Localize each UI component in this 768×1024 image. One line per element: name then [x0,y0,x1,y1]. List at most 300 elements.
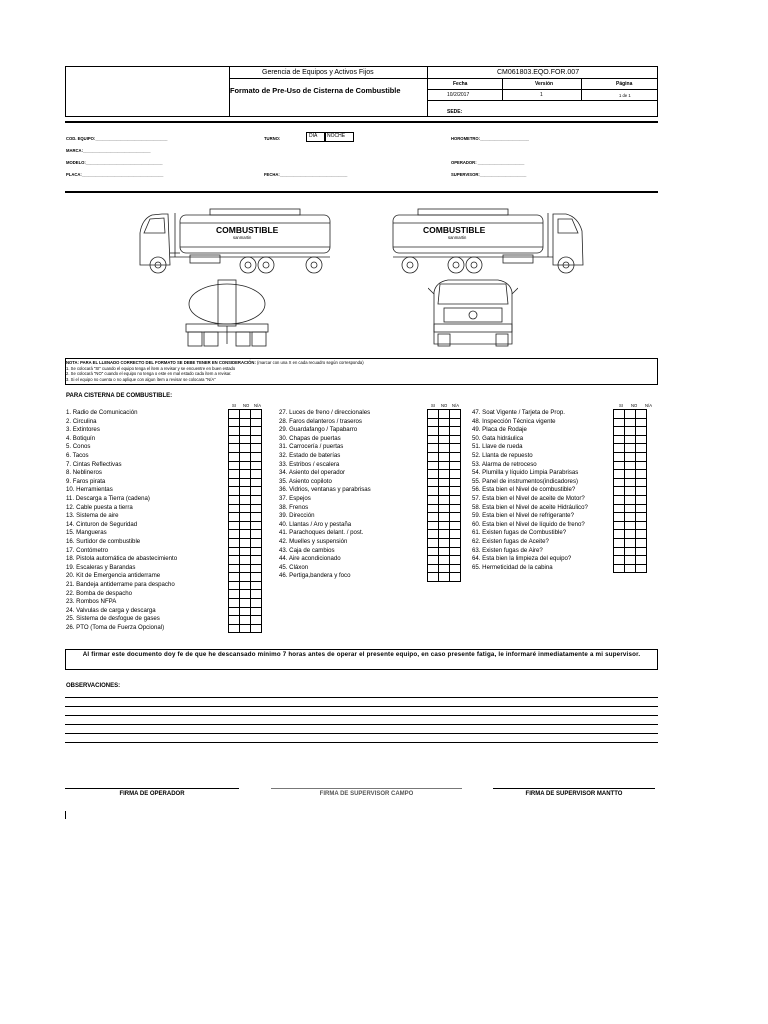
checkbox-si[interactable] [229,590,240,599]
checkbox-si[interactable] [614,521,625,530]
checkbox-no[interactable] [625,418,636,427]
placa-field[interactable]: PLACA:___________________________________ [66,172,164,177]
checkbox-row [614,538,647,547]
checkbox-na[interactable] [251,530,262,539]
checklist-item-label: 35. Asiento copiloto [279,477,332,485]
checkbox-no[interactable] [240,461,251,470]
checkbox-na[interactable] [636,487,647,496]
checkbox-row [614,513,647,522]
supervisor-field[interactable]: SUPERVISOR:____________________ [451,172,527,177]
checkbox-no[interactable] [625,556,636,565]
checkbox-row [428,418,461,427]
checkbox-si[interactable] [229,581,240,590]
checkbox-na[interactable] [450,410,461,419]
checkbox-na[interactable] [636,478,647,487]
checkbox-row [614,461,647,470]
checklist-item-label: 20. Kit de Emergencia antiderrame [66,572,161,580]
checkbox-si[interactable] [229,478,240,487]
checkbox-no[interactable] [240,470,251,479]
checkbox-row [614,521,647,530]
checkbox-no[interactable] [625,452,636,461]
checkbox-si[interactable] [614,452,625,461]
checkbox-na[interactable] [251,556,262,565]
checkbox-row [229,470,262,479]
checkbox-si[interactable] [614,435,625,444]
checkbox-no[interactable] [240,530,251,539]
checkbox-na[interactable] [251,452,262,461]
checkbox-row [229,418,262,427]
checkbox-na[interactable] [251,418,262,427]
checkbox-row [229,495,262,504]
checkbox-no[interactable] [625,487,636,496]
checkbox-si[interactable] [229,504,240,513]
checkbox-si[interactable] [428,478,439,487]
checkbox-si[interactable] [229,470,240,479]
checklist-item-label: 14. Cinturon de Seguridad [66,520,138,528]
checkbox-row [229,452,262,461]
checkbox-na[interactable] [251,470,262,479]
checkbox-na[interactable] [636,530,647,539]
checkbox-na[interactable] [636,504,647,513]
signature-line-operador[interactable] [65,788,239,789]
checkbox-si[interactable] [428,530,439,539]
checkbox-na[interactable] [450,470,461,479]
checkbox-no[interactable] [625,470,636,479]
checkbox-si[interactable] [428,418,439,427]
checklist-item-label: 4. Botiquín [66,434,96,442]
checkbox-no[interactable] [625,435,636,444]
checkbox-no[interactable] [439,530,450,539]
checkbox-si[interactable] [229,607,240,616]
checkbox-si[interactable] [229,427,240,436]
checkbox-si[interactable] [428,538,439,547]
obs-line-6[interactable] [65,742,658,743]
checklist-item-label: 3. Extintores [66,426,100,434]
checkbox-si[interactable] [229,564,240,573]
signature-operador-label: FIRMA DE OPERADOR [119,791,185,797]
checkbox-no[interactable] [240,599,251,608]
checkbox-na[interactable] [251,599,262,608]
checkbox-si[interactable] [428,444,439,453]
checkbox-no[interactable] [625,427,636,436]
checkbox-na[interactable] [636,444,647,453]
checkbox-no[interactable] [625,538,636,547]
checkbox-na[interactable] [450,495,461,504]
checkbox-no[interactable] [625,461,636,470]
checkbox-na[interactable] [450,530,461,539]
checkbox-row [229,504,262,513]
checklist-item-label: 40. Llantas / Aro y pestaña [279,520,352,528]
checkbox-si[interactable] [614,470,625,479]
checkbox-na[interactable] [450,444,461,453]
checkbox-no[interactable] [240,418,251,427]
checkbox-na[interactable] [251,444,262,453]
checkbox-no[interactable] [240,521,251,530]
checkbox-row [229,607,262,616]
checkbox-si[interactable] [229,599,240,608]
checklist-item-label: 22. Bomba de despacho [66,589,133,597]
checkbox-na[interactable] [251,521,262,530]
checkbox-no[interactable] [240,547,251,556]
checkbox-no[interactable] [625,410,636,419]
checkbox-na[interactable] [251,616,262,625]
checkbox-na[interactable] [251,607,262,616]
department-name: Gerencia de Equipos y Activos Fijos [262,69,374,76]
checkbox-na[interactable] [450,547,461,556]
checklist-item-label: 7. Cintas Reflectivas [66,460,122,468]
fecha-field[interactable]: FECHA:_____________________________ [264,172,348,177]
marca-field[interactable]: MARCA:_____________________________ [66,148,151,153]
operador-field[interactable]: OPERADOR: ____________________ [451,160,525,165]
checkbox-na[interactable] [251,590,262,599]
checklist-item-label: 53. Alarma de retroceso [472,460,537,468]
obs-line-2[interactable] [65,706,658,707]
checkbox-na[interactable] [450,418,461,427]
checkbox-na[interactable] [450,435,461,444]
checkbox-na[interactable] [251,495,262,504]
checkbox-row [614,435,647,444]
checklist-item-label: 55. Panel de instrumentos(indicadores) [472,477,579,485]
checklist-item-label: 30. Chapas de puertas [279,434,341,442]
checkbox-na[interactable] [450,427,461,436]
checkbox-na[interactable] [251,461,262,470]
checkbox-na[interactable] [450,538,461,547]
checkbox-grid [228,409,262,633]
checkbox-row [614,470,647,479]
checkbox-na[interactable] [636,521,647,530]
checkbox-no[interactable] [439,495,450,504]
checkbox-row [428,513,461,522]
checkbox-no[interactable] [625,444,636,453]
checklist-item-label: 47. Soat Vigente / Tarjeta de Prop. [472,409,565,416]
checklist-item-label: 28. Faros delanteros / traseros [279,417,362,425]
checkbox-no[interactable] [240,564,251,573]
checklist-item-label: 46. Pertiga,bandera y foco [279,572,351,580]
checkbox-si[interactable] [428,427,439,436]
checklist-item-label: 50. Gata hidráulica [472,434,524,442]
checkbox-si[interactable] [428,410,439,419]
checkbox-no[interactable] [240,590,251,599]
obs-line-4[interactable] [65,724,658,725]
note-line-4: 3. Si el equipo no cuenta o no aplique con algun ítem a revisar se colocara "N/A" [66,376,216,382]
checkbox-row [614,530,647,539]
checkbox-no[interactable] [240,616,251,625]
checkbox-na[interactable] [636,461,647,470]
checkbox-na[interactable] [450,504,461,513]
checkbox-no[interactable] [439,444,450,453]
checkbox-na[interactable] [251,513,262,522]
grid1-na: N/A [254,403,261,408]
checkbox-row [428,452,461,461]
checkbox-na[interactable] [251,487,262,496]
checkbox-si[interactable] [229,410,240,419]
signature-supervisor-mantto-label: FIRMA DE SUPERVISOR MANTTO [525,791,623,797]
checklist-item-label: 1. Radio de Comunicación [66,409,138,416]
checkbox-na[interactable] [251,538,262,547]
checkbox-si[interactable] [614,556,625,565]
checkbox-na[interactable] [636,547,647,556]
modelo-field[interactable]: MODELO:_________________________________ [66,160,163,165]
checkbox-si[interactable] [229,461,240,470]
horometro-field[interactable]: HOROMETRO:_____________________ [451,136,529,141]
checkbox-no[interactable] [240,487,251,496]
checkbox-si[interactable] [229,616,240,625]
checkbox-si[interactable] [229,418,240,427]
checkbox-na[interactable] [636,435,647,444]
checkbox-na[interactable] [251,573,262,582]
checkbox-na[interactable] [251,581,262,590]
checkbox-row [614,452,647,461]
checkbox-na[interactable] [450,556,461,565]
truck-side-left-drawing [130,205,335,275]
checkbox-si[interactable] [428,495,439,504]
checkbox-no[interactable] [240,513,251,522]
checkbox-si[interactable] [614,513,625,522]
truck-left-sublabel: sanmartin [233,235,252,240]
cod-equipo-field[interactable]: COD. EQUIPO:_______________________________ [66,136,168,141]
checkbox-no[interactable] [625,495,636,504]
dia-label: DÍA [309,133,318,139]
checkbox-na[interactable] [450,452,461,461]
obs-line-1[interactable] [65,697,658,698]
checklist-item-label: 2. Circulina [66,417,97,425]
checkbox-si[interactable] [428,487,439,496]
text-cursor-mark [65,811,66,819]
note-line-1-rest: (marcar con una X en cada recuadro según corresponda) [255,360,364,365]
checkbox-na[interactable] [251,435,262,444]
checkbox-na[interactable] [636,410,647,419]
obs-line-5[interactable] [65,733,658,734]
checkbox-no[interactable] [240,573,251,582]
checkbox-si[interactable] [229,530,240,539]
checkbox-na[interactable] [251,564,262,573]
checklist-item-label: 38. Frenos [279,503,309,511]
checkbox-no[interactable] [439,452,450,461]
checkbox-si[interactable] [614,478,625,487]
checkbox-si[interactable] [614,410,625,419]
checkbox-no[interactable] [240,581,251,590]
checkbox-na[interactable] [636,427,647,436]
checkbox-na[interactable] [450,513,461,522]
truck-right-label: COMBUSTIBLE [423,225,486,235]
checklist-item-label: 42. Muelles y suspensión [279,538,348,545]
checkbox-si[interactable] [428,556,439,565]
checkbox-grid [427,409,461,582]
checkbox-row [428,564,461,573]
checkbox-si[interactable] [614,461,625,470]
checklist-item-label: 49. Placa de Rodaje [472,426,527,434]
checkbox-si[interactable] [614,504,625,513]
checkbox-na[interactable] [450,573,461,582]
checkbox-na[interactable] [450,487,461,496]
checkbox-si[interactable] [229,513,240,522]
checkbox-no[interactable] [439,418,450,427]
checklist-item-label: 16. Surtidor de combustible [66,538,141,545]
checkbox-na[interactable] [636,513,647,522]
checklist-item-label: 29. Guardafango / Tapabarro [279,426,358,434]
checkbox-no[interactable] [439,556,450,565]
checkbox-no[interactable] [240,478,251,487]
checkbox-si[interactable] [614,530,625,539]
checkbox-no[interactable] [439,470,450,479]
checkbox-no[interactable] [439,521,450,530]
checkbox-si[interactable] [428,435,439,444]
checkbox-no[interactable] [240,624,251,633]
checkbox-si[interactable] [229,547,240,556]
checklist-item-label: 23. Rombos NFPA [66,598,117,606]
checkbox-na[interactable] [450,461,461,470]
checklist-item-label: 5. Conos [66,443,91,451]
checkbox-row [428,573,461,582]
checkbox-na[interactable] [636,418,647,427]
checkbox-si[interactable] [428,521,439,530]
checklist-item-label: 59. Esta bien el Nivel de refrigerante? [472,512,574,520]
checkbox-si[interactable] [428,513,439,522]
grid3-na: N/A [645,403,652,408]
checkbox-na[interactable] [636,538,647,547]
checkbox-si[interactable] [229,495,240,504]
checkbox-no[interactable] [625,521,636,530]
checkbox-si[interactable] [614,538,625,547]
checklist-item-label: 62. Existen fugas de Aceite? [472,538,549,545]
noche-label: NOCHE [327,133,346,139]
checkbox-si[interactable] [428,470,439,479]
checkbox-no[interactable] [625,478,636,487]
checkbox-si[interactable] [428,504,439,513]
version-value: 1 [540,92,543,98]
obs-line-3[interactable] [65,715,658,716]
checkbox-row [428,504,461,513]
checklist-item-label: 37. Espejos [279,495,311,502]
checkbox-no[interactable] [240,410,251,419]
checkbox-no[interactable] [439,478,450,487]
checkbox-no[interactable] [625,547,636,556]
checklist-item-label: 13. Sistema de aire [66,512,119,520]
checkbox-row [229,530,262,539]
checkbox-na[interactable] [251,547,262,556]
checkbox-si[interactable] [428,564,439,573]
checkbox-na[interactable] [251,427,262,436]
checkbox-no[interactable] [240,538,251,547]
checkbox-si[interactable] [614,564,625,573]
checkbox-row [428,478,461,487]
checkbox-no[interactable] [240,607,251,616]
checkbox-no[interactable] [625,513,636,522]
checklist-item-label: 15. Mangueras [66,529,107,537]
rule-middle [65,191,658,193]
checkbox-si[interactable] [428,461,439,470]
signature-line-supervisor-mantto[interactable] [493,788,655,789]
checkbox-no[interactable] [240,495,251,504]
checkbox-row [229,616,262,625]
checkbox-na[interactable] [450,564,461,573]
checkbox-no[interactable] [439,504,450,513]
checkbox-no[interactable] [240,504,251,513]
fecha-value: 10/2/2017 [447,92,470,98]
checkbox-row [614,427,647,436]
checkbox-si[interactable] [229,521,240,530]
checklist-item-label: 34. Asiento del operador [279,469,346,477]
checkbox-no[interactable] [439,564,450,573]
checkbox-na[interactable] [251,478,262,487]
checkbox-no[interactable] [439,461,450,470]
checkbox-no[interactable] [439,573,450,582]
checkbox-no[interactable] [439,513,450,522]
checkbox-no[interactable] [439,427,450,436]
checkbox-no[interactable] [439,487,450,496]
checkbox-si[interactable] [614,418,625,427]
checkbox-na[interactable] [251,504,262,513]
checkbox-no[interactable] [625,504,636,513]
note-line-3: 2. Se colocará "NO" cuando el equipo no tenga o este en mal estado cada ítem a revisar. [66,371,232,376]
checkbox-row [428,461,461,470]
checkbox-si[interactable] [614,427,625,436]
checkbox-no[interactable] [240,556,251,565]
checkbox-si[interactable] [229,487,240,496]
signature-line-supervisor-campo[interactable] [271,788,462,789]
checkbox-si[interactable] [428,452,439,461]
checkbox-si[interactable] [614,487,625,496]
checkbox-na[interactable] [450,521,461,530]
checklist-item-label: 10. Herramientas [66,486,113,494]
checkbox-row [229,590,262,599]
checkbox-si[interactable] [229,444,240,453]
checkbox-si[interactable] [614,444,625,453]
checkbox-si[interactable] [229,556,240,565]
checkbox-no[interactable] [625,564,636,573]
observaciones-label: OBSERVACIONES: [66,683,121,689]
checklist-item-label: 43. Caja de cambios [279,546,335,554]
checkbox-na[interactable] [636,470,647,479]
checkbox-no[interactable] [439,547,450,556]
signature-supervisor-campo-label: FIRMA DE SUPERVISOR CAMPO [319,791,414,797]
checkbox-no[interactable] [439,435,450,444]
checkbox-na[interactable] [636,452,647,461]
checklist-item-label: 44. Aire acondicionado [279,555,341,563]
checkbox-row [614,487,647,496]
checkbox-na[interactable] [636,495,647,504]
checkbox-no[interactable] [240,427,251,436]
checkbox-no[interactable] [439,538,450,547]
checkbox-si[interactable] [229,624,240,633]
checkbox-si[interactable] [229,573,240,582]
checkbox-si[interactable] [229,538,240,547]
checkbox-no[interactable] [240,444,251,453]
checkbox-si[interactable] [229,452,240,461]
truck-left-label: COMBUSTIBLE [216,225,279,235]
checkbox-si[interactable] [428,573,439,582]
checkbox-si[interactable] [229,435,240,444]
checkbox-no[interactable] [240,452,251,461]
checkbox-no[interactable] [625,530,636,539]
checkbox-na[interactable] [251,624,262,633]
checkbox-na[interactable] [450,478,461,487]
document-code: CM061803.EQO.FOR.007 [497,69,580,76]
checkbox-no[interactable] [240,435,251,444]
checkbox-na[interactable] [636,564,647,573]
checkbox-row [229,513,262,522]
checkbox-grid [613,409,647,573]
checkbox-no[interactable] [439,410,450,419]
checkbox-na[interactable] [251,410,262,419]
checkbox-si[interactable] [614,547,625,556]
col-pagina: Página [616,81,633,87]
checkbox-si[interactable] [428,547,439,556]
checklist-item-label: 9. Faros pirata [66,477,106,485]
checkbox-si[interactable] [614,495,625,504]
checkbox-na[interactable] [636,556,647,565]
note-line-2: 1. Se colocará "SI" cuando el equipo tenga el ítem a revisar y se encuentre en buen estado [66,365,236,371]
